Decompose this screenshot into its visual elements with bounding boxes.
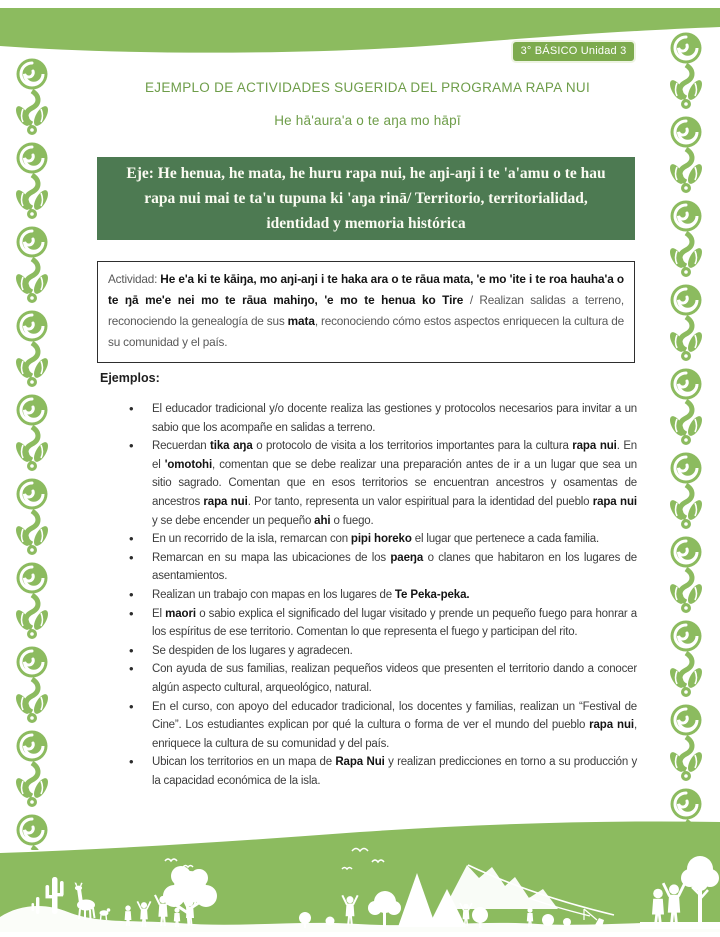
page-subtitle: He hā'aura'a o te aŋa mo hāpī <box>274 113 461 128</box>
text-segment: , comentan que se debe realizar una preparación antes de ir a un lugar que sea un sitio sagrado. Comentan que en esos territorios se encuentran ancestros y osamentas de ancestros <box>152 458 637 508</box>
list-item <box>152 437 637 530</box>
text-segment: o fuego. <box>330 514 374 527</box>
eje-text: Eje: He henua, he mata, he huru rapa nui, he aŋi-aŋi i te 'a'amu o te hau rapa nui mai te ta'u tupuna ki 'aŋa rinā/ Territorio, territorialidad, identidad y memoria histórica <box>126 165 606 232</box>
text-segment: / Realizan salidas a terreno, reconociendo la genealogía de sus <box>108 293 624 328</box>
page-title: EJEMPLO DE ACTIVIDADES SUGERIDA DEL PROGRAMA RAPA NUI <box>144 80 590 95</box>
eje-banner <box>97 157 635 240</box>
text-segment: rapa nui <box>592 495 637 508</box>
text-segment: o protocolo de visita a los territorios importantes para la cultura <box>252 440 573 453</box>
text-segment: paeŋa <box>390 551 424 564</box>
list-item <box>152 400 637 437</box>
text-segment: el lugar que pertenece a cada familia. <box>411 533 599 546</box>
list-item <box>152 660 637 697</box>
unit-badge: 3° BÁSICO Unidad 3 <box>511 40 636 63</box>
text-segment: , reconociendo cómo estos aspectos enriquecen la cultura de su comunidad y el país. <box>108 314 624 349</box>
footer-green-wave <box>0 821 720 932</box>
text-segment: . Por tanto, representa un valor espiritual para la identidad del pueblo <box>247 495 593 508</box>
text-segment: rapa nui <box>203 495 248 508</box>
text-segment: rapa nui <box>572 440 617 453</box>
text-segment: He e'a ki te kāiŋa, mo aŋi-aŋi i te haka ara o te rāua mata, 'e mo 'ite i te roa hauha'a o te ŋā me'e nei mo te rāua mahiŋo, 'e mo te henua ko Tire <box>108 272 624 307</box>
text-segment: El <box>152 607 166 620</box>
list-item <box>152 586 637 605</box>
text-segment: En el curso, con apoyo del educador tradicional, los docentes y familias, realizan un “Festival de Cine”. Los estudiantes explican por qué la cultura o forma de ver el mundo del pueblo <box>152 700 637 732</box>
text-segment: , enriquece la cultura de su comunidad y del país. <box>152 719 638 750</box>
text-segment: Te Peka-peka. <box>394 588 470 601</box>
text-segment: Remarcan en su mapa las ubicaciones de los <box>152 551 391 564</box>
left-border-koru-ornament <box>12 54 52 850</box>
text-segment: Con ayuda de sus familias, realizan pequeños videos que presenten el territorio dando a conocer algún aspecto cultural, arqueológico, natural. <box>152 663 637 694</box>
text-segment: o sabio explica el significado del lugar visitado y prende un pequeño fuego para honrar a los espíritus de ese territorio. Comentan lo que representa el fuego y participan del rito. <box>152 607 637 639</box>
text-segment: El educador tradicional y/o docente realiza las gestiones y protocolos necesarios para invitar a un sabio que los acompañe en salidas a terreno. <box>152 403 637 434</box>
actividad-box <box>97 261 635 363</box>
text-segment: pipi horeko <box>350 533 412 546</box>
list-item <box>152 530 637 549</box>
text-segment: Rapa Nui <box>335 756 385 769</box>
list-item <box>152 549 637 586</box>
text-segment: tika aŋa <box>210 440 253 453</box>
examples-heading: Ejemplos: <box>100 371 160 385</box>
list-item <box>152 605 637 642</box>
footer-illustration <box>0 817 720 932</box>
text-segment: Actividad: <box>108 272 161 286</box>
right-border-koru-ornament <box>666 28 706 830</box>
text-segment: Ubican los territorios en un mapa de <box>152 756 336 769</box>
text-segment: ahi <box>314 514 331 527</box>
list-item <box>152 753 637 790</box>
text-segment: 'omotohi <box>164 458 213 471</box>
text-segment: rapa nui <box>589 719 635 732</box>
text-segment: Se despiden de los lugares y agradecen. <box>152 644 353 657</box>
text-segment: En un recorrido de la isla, remarcan con <box>152 533 351 546</box>
text-segment: Realizan un trabajo con mapas en los lugares de <box>152 588 395 601</box>
text-segment: maori <box>165 607 196 620</box>
text-segment: Recuerdan <box>152 440 211 453</box>
text-segment: mata <box>287 314 315 328</box>
text-segment: y realizan predicciones en torno a su producción y la capacidad económica de la isla. <box>152 756 638 787</box>
examples-list <box>100 400 637 790</box>
text-segment: . En el <box>152 440 637 471</box>
text-segment: y se debe encender un pequeño <box>152 514 315 527</box>
list-item <box>152 698 637 754</box>
list-item <box>152 642 637 661</box>
text-segment: o clanes que habitaron en los lugares de asentamientos. <box>152 551 637 583</box>
actividad-text <box>108 272 624 349</box>
